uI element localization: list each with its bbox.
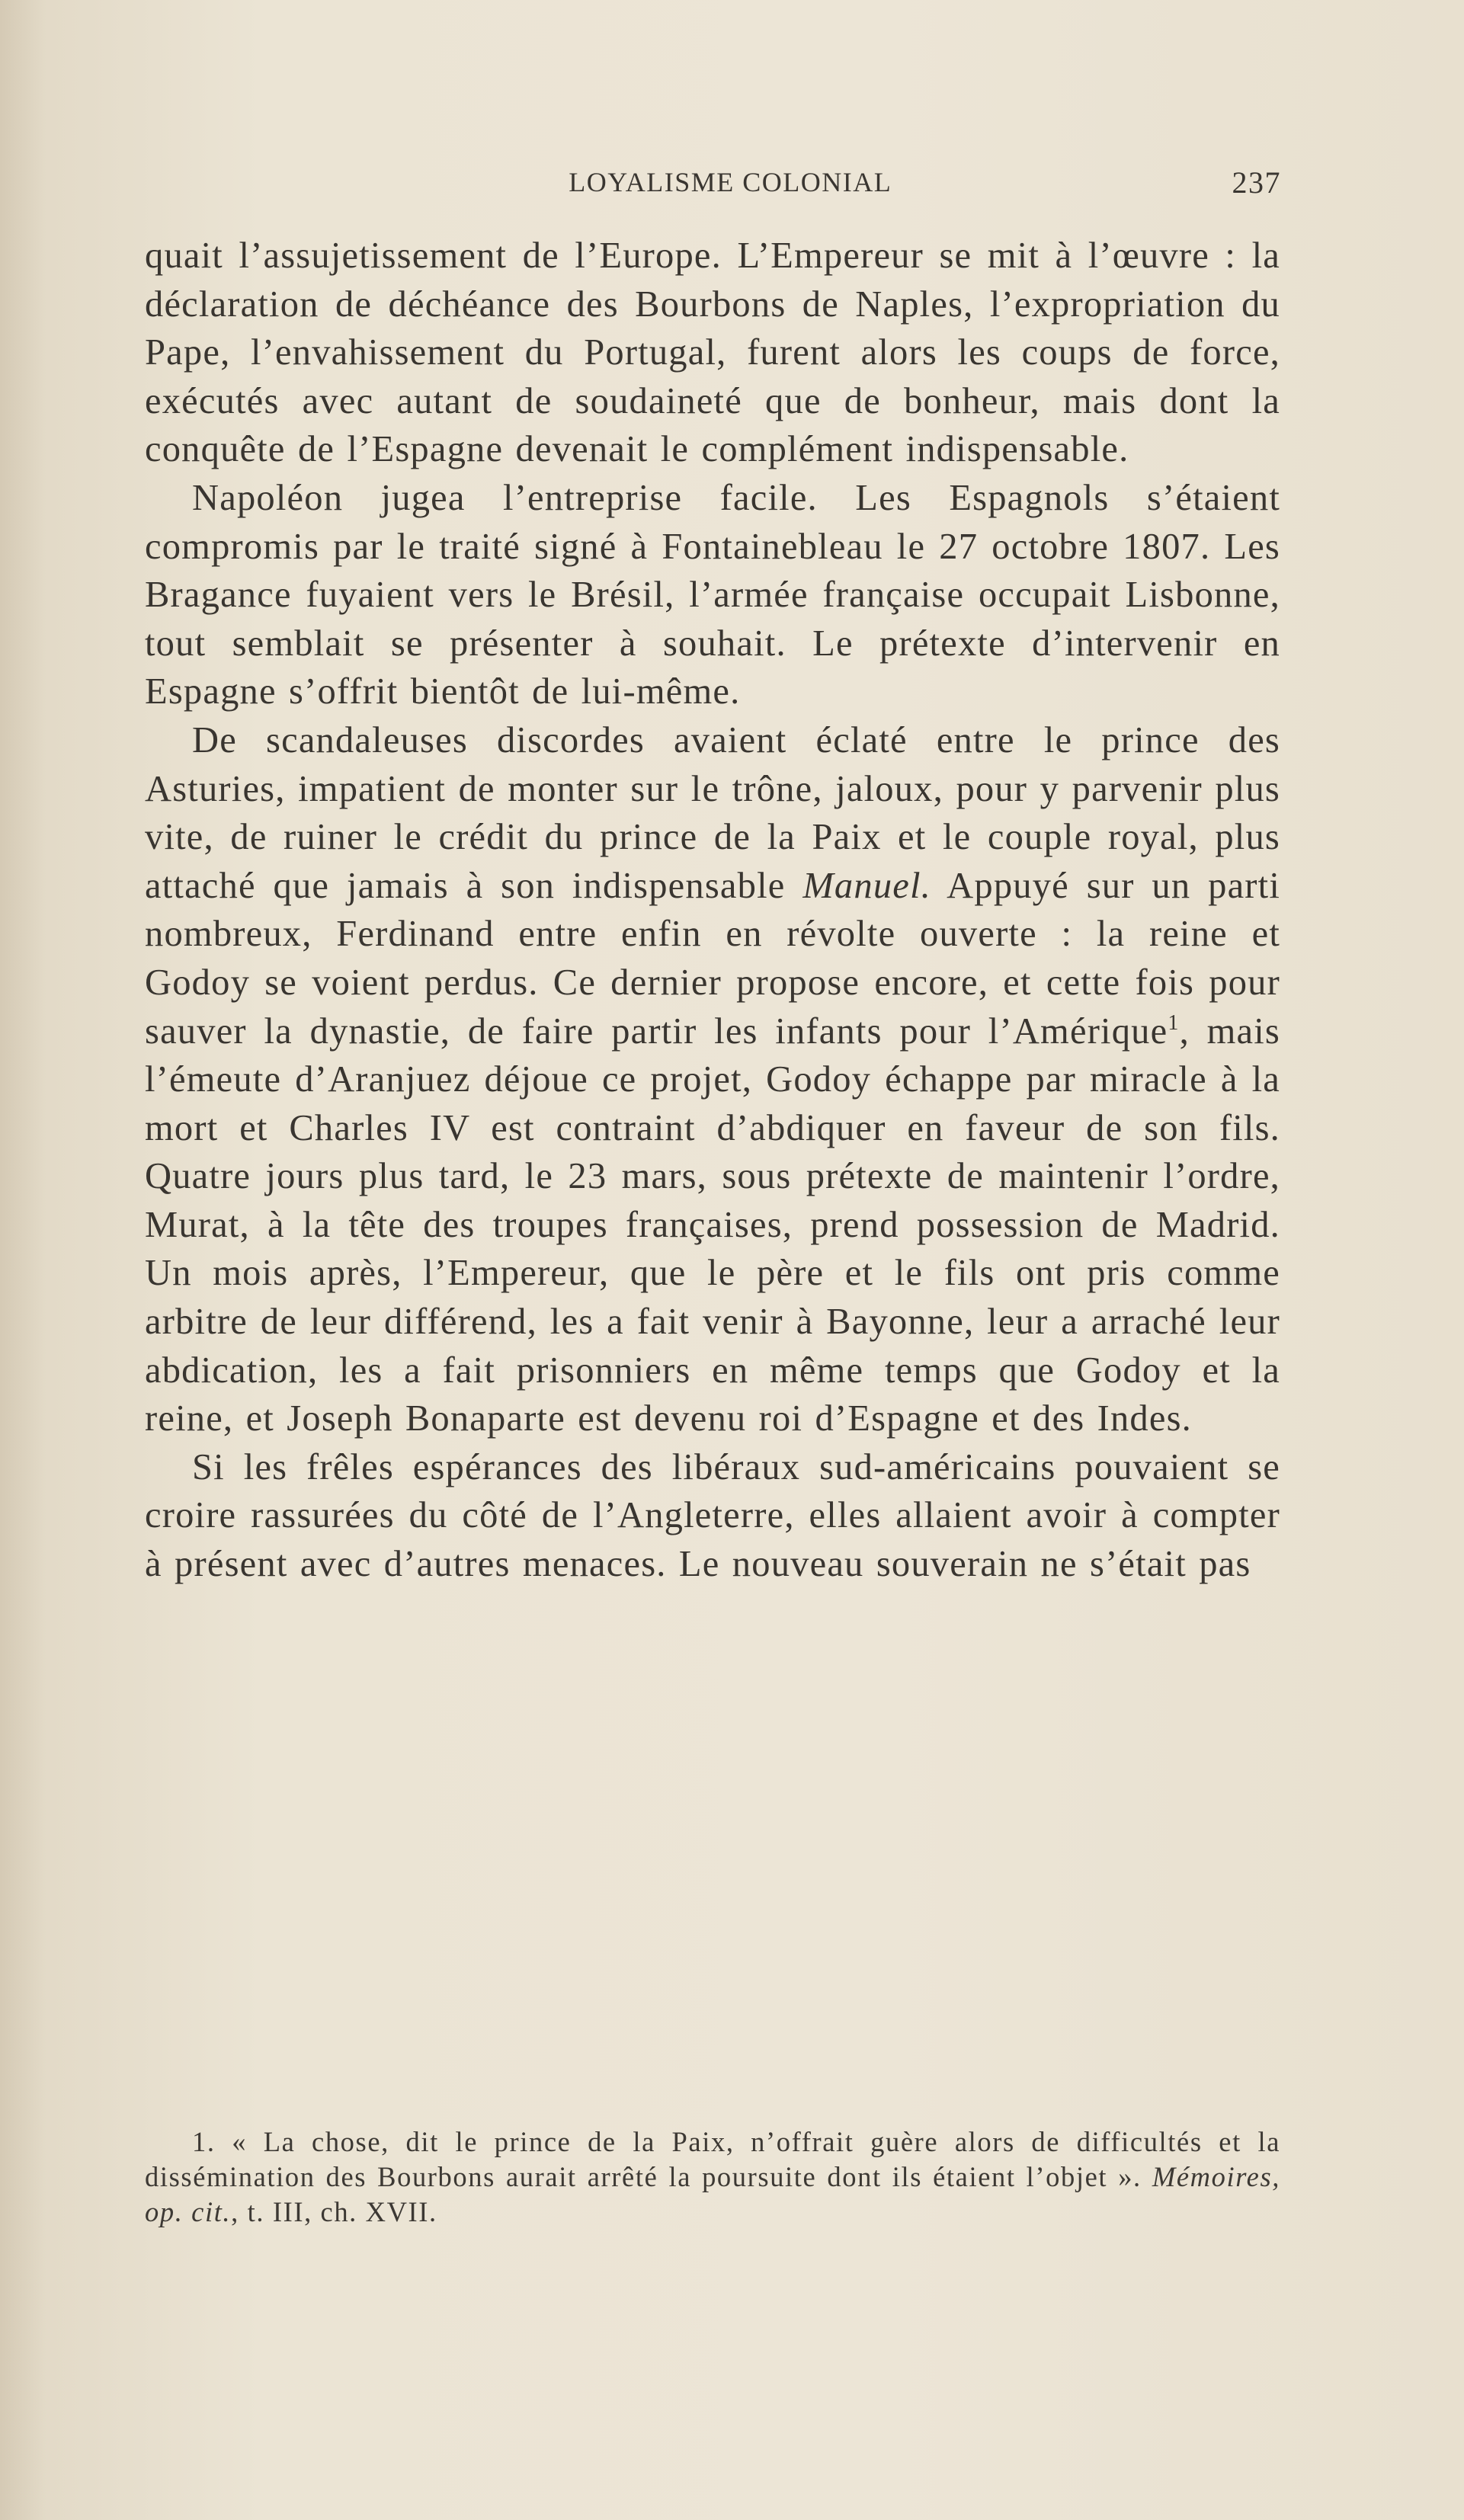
body-text xyxy=(145,232,1280,1589)
footnote-source-ref: , t. III, ch. XVII. xyxy=(231,2196,437,2227)
page-number: 237 xyxy=(1232,165,1281,200)
paragraph-discordes-part3: , mais l’émeute d’Aranjuez déjoue ce projet, Godoy échappe par miracle à la mort et Charles IV est contraint d’abdiquer en faveur de son fils. Quatre jours plus tard, le 23 mars, sous prétexte de maintenir l’ordre, Murat, à la tête des troupes françaises, prend possession de Madrid. Un mois après, l’Empereur, que le père et le fils ont pris comme arbitre de leur différend, les a fait venir à Bayonne, leur a arraché leur abdication, les a fait prisonniers en même temps que Godoy et la reine, et Joseph Bonaparte est devenu roi d’Espagne et des Indes. xyxy=(145,1010,1280,1439)
paragraph-esperances: Si les frêles espérances des libéraux sud-américains pouvaient se croire rassurées du côté de l’Angleterre, elles allaient avoir à compter à présent avec d’autres menaces. Le nouveau souverain ne s’était pas xyxy=(145,1446,1280,1585)
running-head xyxy=(145,163,1281,201)
footnote-reference: 1 xyxy=(1168,1010,1180,1035)
footnote-source-title: Mémoires, op. cit. xyxy=(145,2161,1280,2227)
footnote-text xyxy=(145,2125,1280,2230)
paragraph-discordes xyxy=(145,716,1280,1443)
emphasis-manuel: Manuel. xyxy=(802,865,932,906)
paragraph-napoleon: Napoléon jugea l’entreprise facile. Les Espagnols s’étaient compromis par le traité signé à Fontainebleau le 27 octobre 1807. Les Bragance fuyaient vers le Brésil, l’armée française occupait Lisbonne, tout semblait se présenter à souhait. Le prétexte d’intervenir en Espagne s’offrit bientôt de lui-même. xyxy=(145,477,1280,712)
running-head-title: LOYALISME COLONIAL xyxy=(569,167,892,197)
footnote-quote: 1. « La chose, dit le prince de la Paix, n’offrait guère alors de difficultés et la dissémination des Bourbons aurait arrêté la poursuite dont ils étaient l’objet ». xyxy=(145,2126,1280,2192)
paragraph-continuation: quait l’assujetissement de l’Europe. L’Empereur se mit à l’œuvre : la déclaration de déchéance des Bourbons de Naples, l’expropriation du Pape, l’envahissement du Portugal, furent alors les coups de force, exécutés avec autant de soudaineté que de bonheur, mais dont la conquête de l’Espagne devenait le complément indispensable. xyxy=(145,235,1280,470)
footnote xyxy=(145,2125,1280,2230)
paragraph-discordes-part2: Appuyé sur un parti nombreux, Ferdinand entre enfin en révolte ouverte : la reine et Godoy se voient perdus. Ce dernier propose encore, et cette fois pour sauver la dynastie, de faire partir les infants pour l’Amérique xyxy=(145,865,1280,1052)
page-edge-shadow xyxy=(0,0,46,2520)
paragraph-discordes-part1: De scandaleuses discordes avaient éclaté entre le prince des Asturies, impatient de monter sur le trône, jaloux, pour y parvenir plus vite, de ruiner le crédit du prince de la Paix et le couple royal, plus attaché que jamais à son indispensable xyxy=(145,719,1280,906)
